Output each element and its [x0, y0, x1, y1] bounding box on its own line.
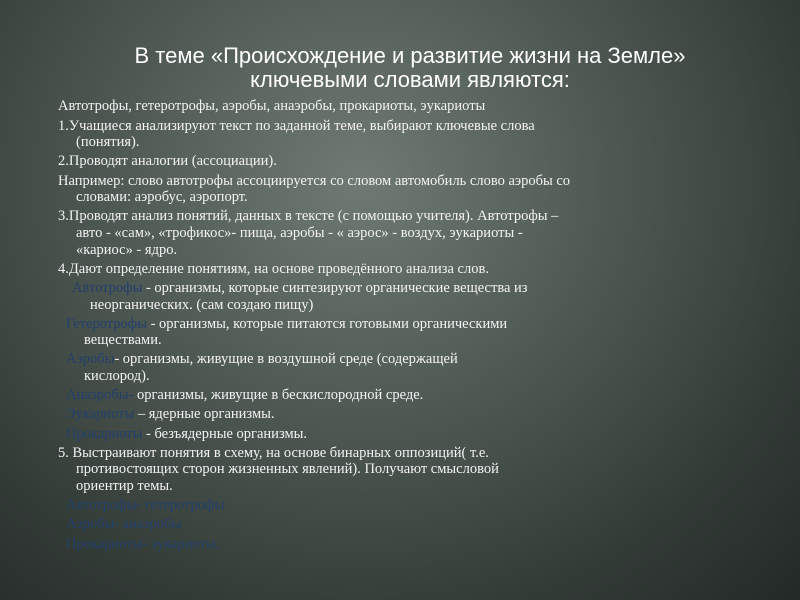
term-heterotrophs: Гетеротрофы: [66, 315, 147, 332]
slide-content: [58, 98, 748, 555]
step-1-text: 1.Учащиеся анализируют текст по заданной теме, выбирают ключевые слова: [58, 117, 535, 134]
example: [58, 173, 748, 206]
step-3-text: 3.Проводят анализ понятий, данных в тексте (с помощью учителя). Автотрофы –: [58, 208, 559, 225]
definition-heterotrophs-cont: веществами.: [84, 332, 162, 349]
step-1: [58, 118, 748, 151]
term-prokaryotes: Прокариоты: [66, 425, 143, 442]
step-5-text: 5. Выстраивают понятия в схему, на основе бинарных оппозиций( т.е.: [58, 444, 489, 461]
definition-heterotrophs-text: - организмы, которые питаются готовыми органическими: [146, 315, 508, 332]
definition-aerobes-text: - организмы, живущие в воздушной среде (содержащей: [114, 351, 458, 368]
step-3-cont-2: «кариос» - ядро.: [76, 241, 178, 258]
step-5-cont-1: противостоящих сторон жизненных явлений). Получают смысловой: [76, 461, 499, 478]
definition-prokaryotes: [58, 426, 748, 443]
pair-prokaryotes-eukaryotes: Прокариоты- эукариоты.: [66, 535, 220, 552]
step-5: [58, 445, 748, 495]
title-line-2: ключевыми словами являются:: [250, 67, 570, 92]
step-5-cont-2: ориентир темы.: [76, 478, 173, 494]
pair-aerobes-anaerobes: Аэробы- анаэробы: [66, 516, 182, 533]
example-cont: словами: аэробус, аэропорт.: [76, 189, 248, 206]
example-text: Например: слово автотрофы ассоциируется со словом автомобиль слово аэробы со: [58, 172, 571, 189]
definition-anaerobes-text: организмы, живущие в бескислородной среде.: [133, 387, 424, 404]
term-autotrophs: Автотрофы: [72, 279, 143, 296]
term-anaerobes: Анаэробы-: [66, 387, 134, 404]
definition-eukaryotes: [58, 406, 748, 423]
step-3-cont-1: авто - «сам», «трофикос»- пища, аэробы - « аэрос» - воздух, эукариоты -: [76, 224, 523, 241]
title-line-1: В теме «Происхождение и развитие жизни на Земле»: [134, 43, 686, 68]
pair-autotrophs-heterotrophs: Автотрофы- гетеротрофы: [66, 497, 225, 514]
definition-autotrophs: [58, 280, 748, 313]
step-4: 4.Дают определение понятиям, на основе проведённого анализа слов.: [58, 260, 489, 277]
definition-anaerobes: [58, 387, 748, 404]
definition-eukaryotes-text: – ядерные организмы.: [134, 406, 275, 423]
definition-prokaryotes-text: - безъядерные организмы.: [142, 425, 308, 442]
step-1-cont: (понятия).: [76, 134, 140, 151]
slide-title: [60, 44, 760, 92]
definition-aerobes-cont: кислород).: [84, 368, 150, 385]
keywords-line: Автотрофы, гетеротрофы, аэробы, анаэробы, прокариоты, эукариоты: [58, 98, 486, 114]
step-3: [58, 208, 748, 258]
definition-aerobes: [58, 351, 748, 384]
term-aerobes: Аэробы: [66, 351, 115, 368]
definition-heterotrophs: [58, 316, 748, 349]
definition-autotrophs-text: - организмы, которые синтезируют органические вещества из: [142, 279, 528, 296]
definition-autotrophs-cont: неорганических. (сам создаю пищу): [90, 296, 314, 313]
term-eukaryotes: Эукариоты: [66, 406, 135, 423]
step-2: 2.Проводят аналогии (ассоциации).: [58, 153, 277, 170]
